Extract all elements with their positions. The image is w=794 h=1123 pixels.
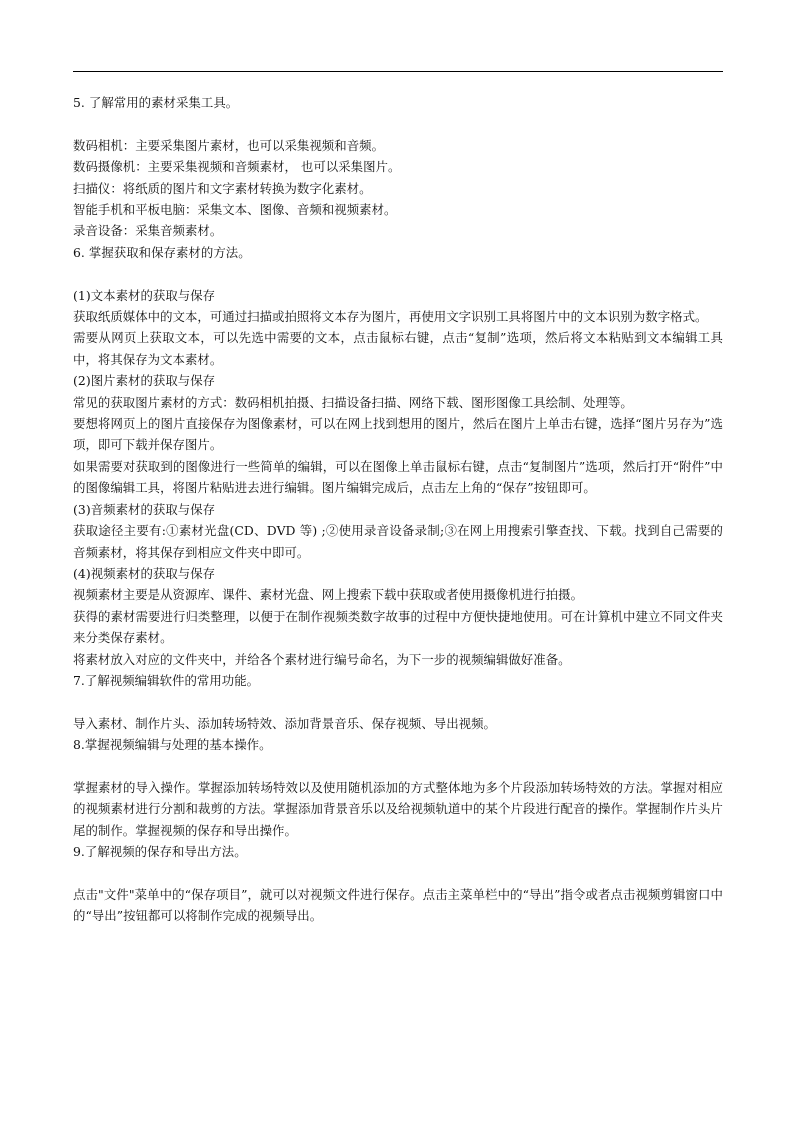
paragraph: 点击"文件"菜单中的“保存项目”，就可以对视频文件进行保存。点击主菜单栏中的“导出”指令或者点击视频剪辑窗口中的“导出”按钮都可以将制作完成的视频导出。 <box>73 886 723 924</box>
heading-7: 7.了解视频编辑软件的常用功能。 <box>73 672 260 688</box>
paragraph: 视频素材主要是从资源库、课件、素材光盘、网上搜索下载中获取或者使用摄像机进行拍摄。 <box>73 587 584 603</box>
document-body <box>73 92 723 927</box>
paragraph: 将素材放入对应的文件夹中，并给各个素材进行编号命名，为下一步的视频编辑做好准备。 <box>73 651 571 667</box>
paragraph: 获取途径主要有:①素材光盘(CD、DVD 等) ;②使用录音设备录制;③在网上用搜索引擎查找、下载。找到自己需要的音频素材，将其保存到相应文件夹中即可。 <box>73 523 723 560</box>
paragraph: 扫描仪：将纸质的图片和文字素材转换为数字化素材。 <box>73 180 372 196</box>
heading-8: 8.掌握视频编辑与处理的基本操作。 <box>73 737 272 753</box>
paragraph: 智能手机和平板电脑：采集文本、图像、音频和视频素材。 <box>73 202 397 218</box>
paragraph: 常见的获取图片素材的方式：数码相机拍摄、扫描设备扫描、网络下载、图形图像工具绘制、处理等。 <box>73 394 633 410</box>
heading-5: 5. 了解常用的素材采集工具。 <box>73 95 239 110</box>
subheading-image: (2)图片素材的获取与保存 <box>73 373 216 389</box>
paragraph: 需要从网页上获取文本，可以先选中需要的文本，点击鼠标右键，点击“复制”选项，然后将文本粘贴到文本编辑工具中，将其保存为文本素材。 <box>73 330 723 367</box>
paragraph: 导入素材、制作片头、添加转场特效、添加背景音乐、保存视频、导出视频。 <box>73 715 496 731</box>
heading-6: 6. 掌握获取和保存素材的方法。 <box>73 244 251 260</box>
paragraph: 掌握素材的导入操作。掌握添加转场特效以及使用随机添加的方式整体地为多个片段添加转场特效的方法。掌握对相应的视频素材进行分割和裁剪的方法。掌握添加背景音乐以及给视频轨道中的某个片段进行配音的操作。掌握制作片头片尾的制作。掌握视频的保存和导出操作。 <box>73 779 723 838</box>
paragraph: 数码相机：主要采集图片素材，也可以采集视频和音频。 <box>73 137 385 153</box>
paragraph: 如果需要对获取到的图像进行一些简单的编辑，可以在图像上单击鼠标右键，点击“复制图片”选项，然后打开“附件”中的图像编辑工具，将图片粘贴进去进行编辑。图片编辑完成后，点击左上角的“保存”按钮即可。 <box>73 458 723 496</box>
paragraph: 数码摄像机：主要采集视频和音频素材， 也可以采集图片。 <box>73 159 401 175</box>
paragraph: 录音设备：采集音频素材。 <box>73 223 223 239</box>
header-rule <box>73 71 723 72</box>
subheading-video: (4)视频素材的获取与保存 <box>73 565 216 581</box>
document-page <box>73 0 723 1123</box>
subheading-audio: (3)音频素材的获取与保存 <box>73 501 216 517</box>
paragraph: 要想将网页上的图片直接保存为图像素材，可以在网上找到想用的图片，然后在图片上单击右键，选择“图片另存为”选项，即可下载并保存图片。 <box>73 416 723 453</box>
subheading-text: (1)文本素材的获取与保存 <box>73 287 216 303</box>
paragraph: 获取纸质媒体中的文本，可通过扫描或拍照将文本存为图片，再使用文字识别工具将图片中的文本识别为数字格式。 <box>73 309 708 325</box>
paragraph: 获得的素材需要进行归类整理，以便于在制作视频类数字故事的过程中方便快捷地使用。可在计算机中建立不同文件夹来分类保存素材。 <box>73 608 723 646</box>
heading-9: 9.了解视频的保存和导出方法。 <box>73 844 247 860</box>
